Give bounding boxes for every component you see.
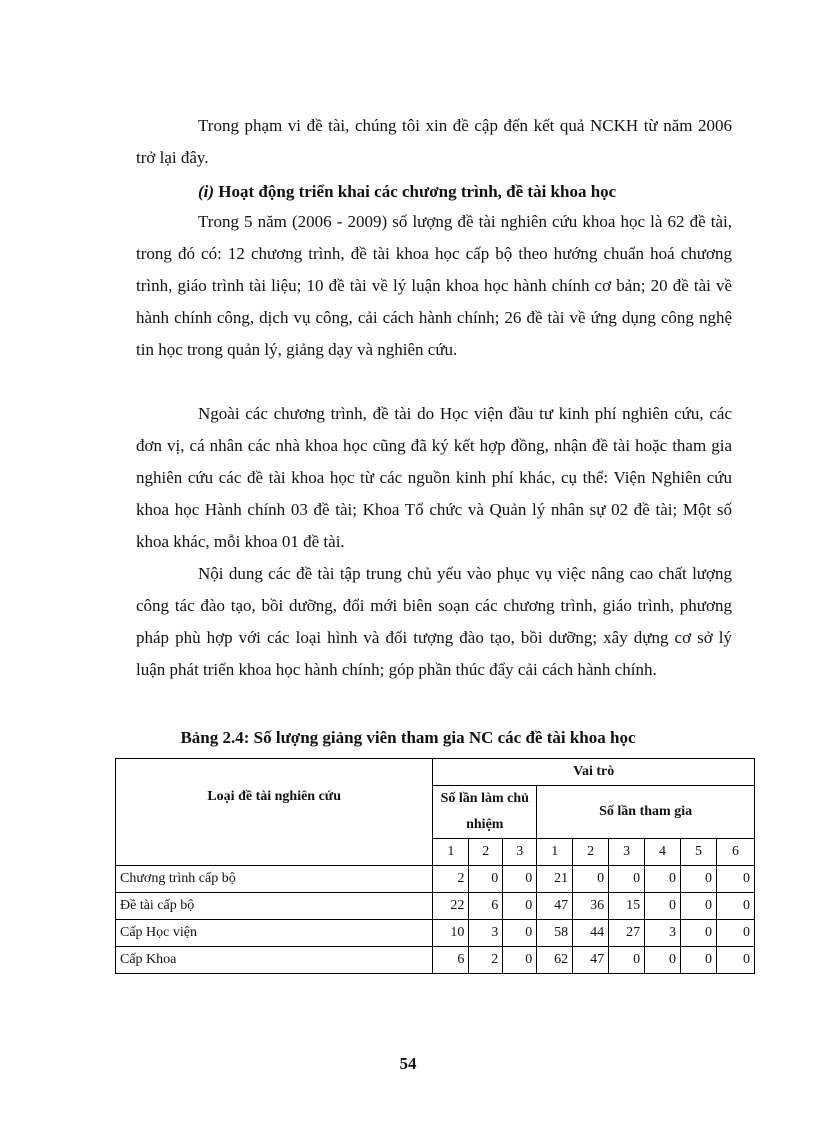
paragraph-intro: Trong phạm vi đề tài, chúng tôi xin đề cập đến kết quả NCKH từ năm 2006 trở lại đây. [136,116,732,167]
cell-value: 0 [573,866,609,893]
table-title: Bảng 2.4: Số lượng giảng viên tham gia NC các đề tài khoa học [180,728,636,747]
cell-value: 0 [503,920,537,947]
header-research-type: Loại đề tài nghiên cứu [116,759,433,866]
header-part-5: 5 [681,839,717,866]
cell-value: 47 [573,947,609,974]
table-row [116,866,755,893]
cell-value: 0 [681,866,717,893]
cell-value: 0 [503,866,537,893]
cell-value: 3 [645,920,681,947]
header-part-4: 4 [645,839,681,866]
table-row [116,893,755,920]
cell-value: 0 [645,866,681,893]
cell-value: 0 [716,866,754,893]
cell-value: 0 [681,947,717,974]
row-label: Cấp Khoa [116,947,433,974]
lecturer-participation-table [115,758,755,974]
cell-value: 2 [469,947,503,974]
cell-value: 0 [681,920,717,947]
cell-value: 0 [645,893,681,920]
header-lead-2: 2 [469,839,503,866]
paragraph-research-count: Trong 5 năm (2006 - 2009) số lượng đề tài nghiên cứu khoa học là 62 đề tài, trong đó có: 12 chương trình, đề tài khoa học cấp bộ theo hướng chuẩn hoá chương trình, giáo trình tài liệu; 10 đề tài về lý luận khoa học hành chính cơ bản; 20 đề tài về hành chính công, dịch vụ công, cải cách hành chính; 26 đề tài về ứng dụng công nghệ tin học trong quản lý, giảng dạy và nghiên cứu. [136,212,732,359]
cell-value: 0 [716,893,754,920]
table-row [116,947,755,974]
cell-value: 10 [433,920,469,947]
cell-value: 0 [716,947,754,974]
header-lead-count: Số lần làm chủ nhiệm [433,786,537,839]
header-participate-count: Số lần tham gia [537,786,755,839]
header-lead-1: 1 [433,839,469,866]
cell-value: 0 [681,893,717,920]
row-label: Đề tài cấp bộ [116,893,433,920]
cell-value: 22 [433,893,469,920]
section-heading [198,176,616,208]
cell-value: 0 [469,866,503,893]
cell-value: 0 [503,893,537,920]
cell-value: 2 [433,866,469,893]
cell-value: 15 [609,893,645,920]
paragraph-content-focus: Nội dung các đề tài tập trung chủ yếu vào phục vụ việc nâng cao chất lượng công tác đào tạo, bồi dưỡng, đổi mới biên soạn các chương trình, giáo trình, phương pháp phù hợp với các loại hình và đối tượng đào tạo, bồi dưỡng; xây dựng cơ sở lý luận phát triển khoa học hành chính; góp phần thúc đẩy cải cách hành chính. [136,564,732,679]
cell-value: 0 [609,866,645,893]
header-role: Vai trò [433,759,755,786]
cell-value: 6 [469,893,503,920]
header-lead-3: 3 [503,839,537,866]
cell-value: 0 [645,947,681,974]
cell-value: 58 [537,920,573,947]
cell-value: 62 [537,947,573,974]
cell-value: 44 [573,920,609,947]
cell-value: 6 [433,947,469,974]
cell-value: 3 [469,920,503,947]
header-part-2: 2 [573,839,609,866]
cell-value: 0 [716,920,754,947]
cell-value: 47 [537,893,573,920]
table-row [116,920,755,947]
page-number: 54 [399,1054,417,1073]
cell-value: 36 [573,893,609,920]
cell-value: 0 [503,947,537,974]
paragraph-other-funding: Ngoài các chương trình, đề tài do Học viện đầu tư kinh phí nghiên cứu, các đơn vị, cá nhân các nhà khoa học cũng đã ký kết hợp đồng, nhận đề tài hoặc tham gia nghiên cứu các đề tài khoa học từ các nguồn kinh phí khác, cụ thể: Viện Nghiên cứu khoa học Hành chính 03 đề tài; Khoa Tổ chức và Quản lý nhân sự 02 đề tài; Một số khoa khác, mỗi khoa 01 đề tài. [136,404,732,551]
cell-value: 27 [609,920,645,947]
section-heading-number: (i) [198,182,215,201]
header-part-6: 6 [716,839,754,866]
row-label: Cấp Học viện [116,920,433,947]
section-heading-text: Hoạt động triển khai các chương trình, đề tài khoa học [214,182,617,201]
row-label: Chương trình cấp bộ [116,866,433,893]
cell-value: 0 [609,947,645,974]
header-part-3: 3 [609,839,645,866]
header-part-1: 1 [537,839,573,866]
cell-value: 21 [537,866,573,893]
